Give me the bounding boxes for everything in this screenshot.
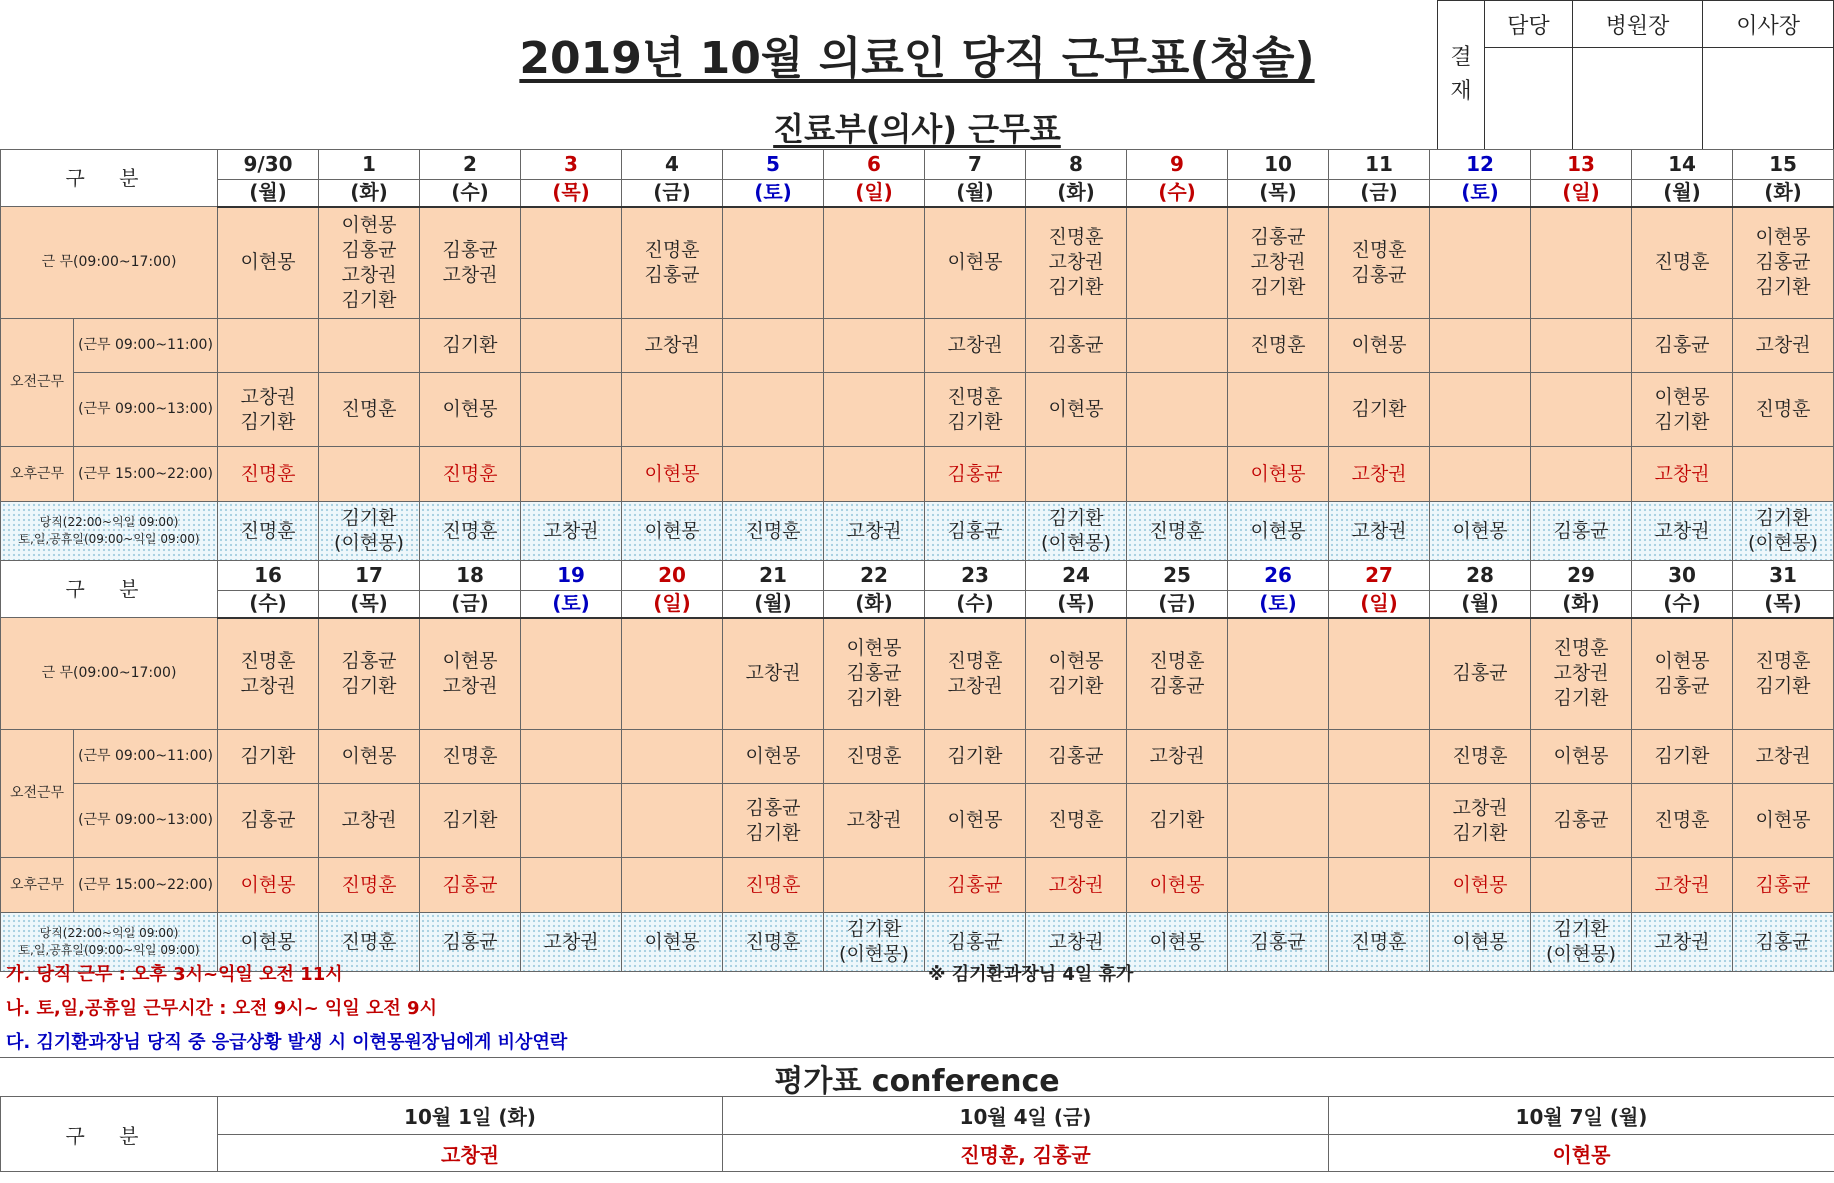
am2-cell[interactable] bbox=[1228, 373, 1329, 447]
work-cell[interactable] bbox=[723, 207, 824, 319]
duty-cell[interactable]: 김홍균 bbox=[1531, 502, 1632, 561]
row-label-am2: (근무 09:00~13:00) bbox=[74, 784, 218, 858]
am1-cell[interactable] bbox=[723, 319, 824, 373]
work-cell[interactable] bbox=[622, 618, 723, 730]
am1-cell[interactable]: 김기환 bbox=[1632, 730, 1733, 784]
duty-cell[interactable]: 고창권 bbox=[521, 913, 622, 972]
pm-cell[interactable] bbox=[622, 858, 723, 913]
am2-cell[interactable]: 김기환 bbox=[1127, 784, 1228, 858]
signature-box-chairman[interactable] bbox=[1703, 48, 1834, 150]
day-number: 6 bbox=[824, 150, 925, 180]
day-number: 19 bbox=[521, 561, 622, 591]
am1-cell[interactable]: 고창권 bbox=[1733, 319, 1834, 373]
row-label-duty: 당직(22:00~익일 09:00) 토,일,공휴일(09:00~익일 09:00) bbox=[1, 502, 218, 561]
row-label-work: 근 무(09:00~17:00) bbox=[1, 618, 218, 730]
day-number: 24 bbox=[1026, 561, 1127, 591]
duty-cell[interactable]: 고창권 bbox=[824, 502, 925, 561]
duty-cell[interactable]: 진명훈 bbox=[1329, 913, 1430, 972]
pm-cell[interactable] bbox=[723, 447, 824, 502]
am2-cell[interactable] bbox=[521, 784, 622, 858]
signature-box-charge[interactable] bbox=[1485, 48, 1573, 150]
am2-cell[interactable]: 이현몽 bbox=[1026, 373, 1127, 447]
am2-cell[interactable]: 진명훈 bbox=[319, 373, 420, 447]
pm-cell[interactable]: 김홍균 bbox=[1733, 858, 1834, 913]
am2-cell[interactable] bbox=[1127, 373, 1228, 447]
conference-title: 평가표 conference bbox=[774, 1064, 1060, 1099]
work-cell[interactable]: 고창권 bbox=[723, 618, 824, 730]
am1-cell[interactable] bbox=[824, 319, 925, 373]
pm-cell[interactable]: 고창권 bbox=[1026, 858, 1127, 913]
work-cell[interactable] bbox=[521, 618, 622, 730]
pm-cell[interactable]: 김홍균 bbox=[420, 858, 521, 913]
work-cell[interactable]: 진명훈 고창권 김기환 bbox=[1026, 207, 1127, 319]
am2-cell[interactable]: 진명훈 bbox=[1026, 784, 1127, 858]
duty-cell[interactable]: 김홍균 bbox=[1733, 913, 1834, 972]
weekday: (목) bbox=[1733, 591, 1834, 618]
work-cell[interactable] bbox=[1430, 207, 1531, 319]
duty-cell[interactable]: 김홍균 bbox=[925, 502, 1026, 561]
schedule-table bbox=[0, 149, 1834, 972]
am1-cell[interactable] bbox=[1228, 730, 1329, 784]
duty-cell[interactable]: 진명훈 bbox=[319, 913, 420, 972]
duty-cell[interactable]: 김기환 (이현몽) bbox=[1531, 913, 1632, 972]
am1-cell[interactable]: 김기환 bbox=[420, 319, 521, 373]
am1-cell[interactable]: 고창권 bbox=[1733, 730, 1834, 784]
duty-cell[interactable]: 진명훈 bbox=[723, 502, 824, 561]
pm-cell[interactable] bbox=[1026, 447, 1127, 502]
day-number: 4 bbox=[622, 150, 723, 180]
work-cell[interactable]: 진명훈 김기환 bbox=[1733, 618, 1834, 730]
signature-box-director[interactable] bbox=[1572, 48, 1703, 150]
work-cell[interactable] bbox=[1329, 618, 1430, 730]
pm-cell[interactable]: 이현몽 bbox=[1228, 447, 1329, 502]
pm-cell[interactable] bbox=[824, 447, 925, 502]
pm-cell[interactable]: 고창권 bbox=[1632, 858, 1733, 913]
pm-cell[interactable] bbox=[1531, 858, 1632, 913]
row-label-work: 근 무(09:00~17:00) bbox=[1, 207, 218, 319]
pm-cell[interactable]: 이현몽 bbox=[1430, 858, 1531, 913]
work-cell[interactable]: 김홍균 김기환 bbox=[319, 618, 420, 730]
pm-cell[interactable]: 고창권 bbox=[1632, 447, 1733, 502]
am2-cell[interactable]: 김홍균 bbox=[218, 784, 319, 858]
day-number: 26 bbox=[1228, 561, 1329, 591]
am2-cell[interactable] bbox=[1329, 784, 1430, 858]
approval-col-director: 병원장 bbox=[1572, 1, 1703, 48]
day-number: 14 bbox=[1632, 150, 1733, 180]
table-row bbox=[1, 447, 1834, 502]
day-number: 21 bbox=[723, 561, 824, 591]
pm-cell[interactable] bbox=[824, 858, 925, 913]
am2-cell[interactable]: 김기환 bbox=[1329, 373, 1430, 447]
weekday: (월) bbox=[1632, 180, 1733, 207]
duty-cell[interactable]: 이현몽 bbox=[218, 913, 319, 972]
weekday: (월) bbox=[1430, 591, 1531, 618]
duty-cell[interactable]: 김기환 (이현몽) bbox=[319, 502, 420, 561]
table-row bbox=[1, 180, 1834, 207]
am2-cell[interactable] bbox=[622, 373, 723, 447]
table-row bbox=[1, 618, 1834, 730]
am1-cell[interactable] bbox=[521, 730, 622, 784]
duty-cell[interactable]: 고창권 bbox=[1329, 502, 1430, 561]
am1-cell[interactable]: 진명훈 bbox=[1430, 730, 1531, 784]
row-group-pm: 오후근무 bbox=[1, 858, 74, 913]
day-number: 5 bbox=[723, 150, 824, 180]
weekday: (화) bbox=[1733, 180, 1834, 207]
work-cell[interactable]: 이현몽 김기환 bbox=[1026, 618, 1127, 730]
page-title: 2019년 10월 의료인 당직 근무표(청솔) bbox=[519, 33, 1315, 84]
row-group-pm: 오후근무 bbox=[1, 447, 74, 502]
row-group-am: 오전근무 bbox=[1, 730, 74, 858]
work-cell[interactable]: 이현몽 김홍균 김기환 bbox=[1733, 207, 1834, 319]
day-number: 12 bbox=[1430, 150, 1531, 180]
am2-cell[interactable]: 진명훈 김기환 bbox=[925, 373, 1026, 447]
table-row bbox=[1, 730, 1834, 784]
duty-cell[interactable]: 이현몽 bbox=[1228, 502, 1329, 561]
pm-cell[interactable]: 진명훈 bbox=[319, 858, 420, 913]
am2-cell[interactable]: 진명훈 bbox=[1733, 373, 1834, 447]
work-cell[interactable]: 진명훈 고창권 bbox=[925, 618, 1026, 730]
work-cell[interactable]: 진명훈 김홍균 bbox=[1329, 207, 1430, 319]
weekday: (일) bbox=[622, 591, 723, 618]
note-3: 다. 김기환과장님 당직 중 응급상황 발생 시 이현몽원장님에게 비상연락 bbox=[6, 1032, 568, 1053]
day-number: 15 bbox=[1733, 150, 1834, 180]
table-row bbox=[1, 207, 1834, 319]
pm-cell[interactable]: 김홍균 bbox=[925, 447, 1026, 502]
row-label-pm: (근무 15:00~22:00) bbox=[74, 858, 218, 913]
day-number: 1 bbox=[319, 150, 420, 180]
day-number: 23 bbox=[925, 561, 1026, 591]
am1-cell[interactable]: 김홍균 bbox=[1632, 319, 1733, 373]
weekday: (수) bbox=[1632, 591, 1733, 618]
pm-cell[interactable]: 고창권 bbox=[1329, 447, 1430, 502]
am1-cell[interactable] bbox=[1430, 319, 1531, 373]
duty-cell[interactable]: 이현몽 bbox=[1430, 502, 1531, 561]
weekday: (월) bbox=[723, 591, 824, 618]
work-cell[interactable]: 진명훈 김홍균 bbox=[1127, 618, 1228, 730]
table-row bbox=[1, 591, 1834, 618]
am1-cell[interactable] bbox=[218, 319, 319, 373]
conference-presenter: 진명훈, 김홍균 bbox=[723, 1135, 1329, 1172]
weekday: (토) bbox=[1430, 180, 1531, 207]
weekday: (토) bbox=[521, 591, 622, 618]
work-cell[interactable]: 이현몽 김홍균 김기환 bbox=[824, 618, 925, 730]
day-number: 17 bbox=[319, 561, 420, 591]
approval-box bbox=[1437, 0, 1834, 150]
duty-cell[interactable]: 김기환 (이현몽) bbox=[1733, 502, 1834, 561]
am2-cell[interactable]: 고창권 김기환 bbox=[218, 373, 319, 447]
pm-cell[interactable]: 진명훈 bbox=[218, 447, 319, 502]
am1-cell[interactable]: 고창권 bbox=[925, 319, 1026, 373]
am2-cell[interactable]: 이현몽 bbox=[1733, 784, 1834, 858]
conference-date: 10월 1일 (화) bbox=[218, 1097, 723, 1135]
duty-cell[interactable]: 고창권 bbox=[1632, 913, 1733, 972]
am1-cell[interactable]: 이현몽 bbox=[1531, 730, 1632, 784]
work-cell[interactable] bbox=[521, 207, 622, 319]
weekday: (화) bbox=[319, 180, 420, 207]
am1-cell[interactable]: 이현몽 bbox=[723, 730, 824, 784]
am1-cell[interactable]: 고창권 bbox=[622, 319, 723, 373]
duty-cell[interactable]: 이현몽 bbox=[1127, 913, 1228, 972]
duty-cell[interactable]: 진명훈 bbox=[723, 913, 824, 972]
am1-cell[interactable]: 김기환 bbox=[925, 730, 1026, 784]
row-label-pm: (근무 15:00~22:00) bbox=[74, 447, 218, 502]
day-number: 13 bbox=[1531, 150, 1632, 180]
weekday: (수) bbox=[1127, 180, 1228, 207]
weekday: (일) bbox=[1329, 591, 1430, 618]
day-number: 18 bbox=[420, 561, 521, 591]
approval-col-chairman: 이사장 bbox=[1703, 1, 1834, 48]
work-cell[interactable]: 이현몽 bbox=[925, 207, 1026, 319]
am1-cell[interactable]: 진명훈 bbox=[420, 730, 521, 784]
duty-cell[interactable]: 진명훈 bbox=[1127, 502, 1228, 561]
am1-cell[interactable]: 이현몽 bbox=[1329, 319, 1430, 373]
weekday: (토) bbox=[723, 180, 824, 207]
day-number: 27 bbox=[1329, 561, 1430, 591]
weekday: (금) bbox=[420, 591, 521, 618]
conference-presenter: 이현몽 bbox=[1329, 1135, 1834, 1172]
pm-cell[interactable] bbox=[521, 447, 622, 502]
day-number: 29 bbox=[1531, 561, 1632, 591]
am1-cell[interactable]: 진명훈 bbox=[824, 730, 925, 784]
am1-cell[interactable] bbox=[521, 319, 622, 373]
am1-cell[interactable]: 진명훈 bbox=[1228, 319, 1329, 373]
am2-cell[interactable]: 진명훈 bbox=[1632, 784, 1733, 858]
am2-cell[interactable]: 고창권 bbox=[824, 784, 925, 858]
day-number: 25 bbox=[1127, 561, 1228, 591]
weekday: (월) bbox=[218, 180, 319, 207]
table-row bbox=[1, 784, 1834, 858]
approval-col-charge: 담당 bbox=[1485, 1, 1573, 48]
day-number: 10 bbox=[1228, 150, 1329, 180]
am2-cell[interactable]: 김기환 bbox=[420, 784, 521, 858]
day-number: 28 bbox=[1430, 561, 1531, 591]
duty-cell[interactable]: 김홍균 bbox=[420, 913, 521, 972]
duty-cell[interactable]: 고창권 bbox=[1632, 502, 1733, 561]
am2-cell[interactable]: 이현몽 bbox=[420, 373, 521, 447]
am2-cell[interactable]: 고창권 김기환 bbox=[1430, 784, 1531, 858]
weekday: (화) bbox=[1531, 591, 1632, 618]
pm-cell[interactable]: 진명훈 bbox=[420, 447, 521, 502]
duty-cell[interactable]: 김기환 (이현몽) bbox=[1026, 502, 1127, 561]
row-label-duty: 당직(22:00~익일 09:00) 토,일,공휴일(09:00~익일 09:00) bbox=[1, 913, 218, 972]
work-cell[interactable]: 이현몽 김홍균 bbox=[1632, 618, 1733, 730]
pm-cell[interactable] bbox=[1531, 447, 1632, 502]
day-number: 30 bbox=[1632, 561, 1733, 591]
am2-cell[interactable]: 이현몽 김기환 bbox=[1632, 373, 1733, 447]
duty-cell[interactable]: 진명훈 bbox=[218, 502, 319, 561]
work-cell[interactable]: 진명훈 김홍균 bbox=[622, 207, 723, 319]
day-number: 9 bbox=[1127, 150, 1228, 180]
weekday: (토) bbox=[1228, 591, 1329, 618]
am1-cell[interactable] bbox=[622, 730, 723, 784]
weekday: (수) bbox=[218, 591, 319, 618]
weekday: (수) bbox=[420, 180, 521, 207]
pm-cell[interactable]: 이현몽 bbox=[218, 858, 319, 913]
work-cell[interactable]: 이현몽 bbox=[218, 207, 319, 319]
pm-cell[interactable] bbox=[1127, 447, 1228, 502]
day-number: 20 bbox=[622, 561, 723, 591]
am2-cell[interactable]: 김홍균 bbox=[1531, 784, 1632, 858]
day-number: 11 bbox=[1329, 150, 1430, 180]
am2-cell[interactable]: 김홍균 김기환 bbox=[723, 784, 824, 858]
approval-label: 결 재 bbox=[1438, 1, 1485, 150]
weekday: (월) bbox=[925, 180, 1026, 207]
am2-cell[interactable] bbox=[1430, 373, 1531, 447]
am1-cell[interactable] bbox=[1127, 319, 1228, 373]
duty-cell[interactable]: 김기환 (이현몽) bbox=[824, 913, 925, 972]
am2-cell[interactable] bbox=[824, 373, 925, 447]
pm-cell[interactable] bbox=[1733, 447, 1834, 502]
work-cell[interactable]: 진명훈 bbox=[1632, 207, 1733, 319]
work-cell[interactable] bbox=[1127, 207, 1228, 319]
work-cell[interactable] bbox=[1531, 207, 1632, 319]
am1-cell[interactable]: 김홍균 bbox=[1026, 319, 1127, 373]
weekday: (수) bbox=[925, 591, 1026, 618]
weekday: (목) bbox=[521, 180, 622, 207]
weekday: (금) bbox=[622, 180, 723, 207]
work-cell[interactable]: 김홍균 bbox=[1430, 618, 1531, 730]
gubun-header: 구 분 bbox=[1, 150, 218, 207]
work-cell[interactable] bbox=[824, 207, 925, 319]
pm-cell[interactable]: 김홍균 bbox=[925, 858, 1026, 913]
pm-cell[interactable]: 진명훈 bbox=[723, 858, 824, 913]
day-number: 2 bbox=[420, 150, 521, 180]
work-cell[interactable]: 김홍균 고창권 김기환 bbox=[1228, 207, 1329, 319]
duty-cell[interactable]: 고창권 bbox=[521, 502, 622, 561]
work-cell[interactable]: 김홍균 고창권 bbox=[420, 207, 521, 319]
row-label-am2: (근무 09:00~13:00) bbox=[74, 373, 218, 447]
day-number: 31 bbox=[1733, 561, 1834, 591]
day-number: 22 bbox=[824, 561, 925, 591]
conference-table bbox=[0, 1096, 1834, 1172]
duty-cell[interactable]: 이현몽 bbox=[622, 502, 723, 561]
weekday: (금) bbox=[1329, 180, 1430, 207]
am1-cell[interactable] bbox=[1531, 319, 1632, 373]
work-cell[interactable]: 이현몽 고창권 bbox=[420, 618, 521, 730]
weekday: (일) bbox=[824, 180, 925, 207]
day-number: 9/30 bbox=[218, 150, 319, 180]
row-label-am1: (근무 09:00~11:00) bbox=[74, 319, 218, 373]
duty-cell[interactable]: 김홍균 bbox=[1228, 913, 1329, 972]
pm-cell[interactable]: 이현몽 bbox=[622, 447, 723, 502]
table-row bbox=[1, 858, 1834, 913]
conference-date: 10월 4일 (금) bbox=[723, 1097, 1329, 1135]
pm-cell[interactable]: 이현몽 bbox=[1127, 858, 1228, 913]
weekday: (목) bbox=[319, 591, 420, 618]
duty-cell[interactable]: 김홍균 bbox=[925, 913, 1026, 972]
note-vacation: ※ 김기환과장님 4일 휴가 bbox=[928, 964, 1134, 985]
conference-date: 10월 7일 (월) bbox=[1329, 1097, 1834, 1135]
am2-cell[interactable] bbox=[622, 784, 723, 858]
day-number: 16 bbox=[218, 561, 319, 591]
day-number: 8 bbox=[1026, 150, 1127, 180]
am2-cell[interactable] bbox=[723, 373, 824, 447]
weekday: (금) bbox=[1127, 591, 1228, 618]
row-label-am1: (근무 09:00~11:00) bbox=[74, 730, 218, 784]
am1-cell[interactable] bbox=[1329, 730, 1430, 784]
conference-presenter: 고창권 bbox=[218, 1135, 723, 1172]
note-1: 가. 당직 근무 : 오후 3시~익일 오전 11시 bbox=[6, 964, 343, 985]
duty-cell[interactable]: 이현몽 bbox=[1430, 913, 1531, 972]
weekday: (일) bbox=[1531, 180, 1632, 207]
pm-cell[interactable] bbox=[319, 447, 420, 502]
duty-cell[interactable]: 이현몽 bbox=[622, 913, 723, 972]
note-2: 나. 토,일,공휴일 근무시간 : 오전 9시~ 익일 오전 9시 bbox=[6, 998, 437, 1019]
am1-cell[interactable]: 이현몽 bbox=[319, 730, 420, 784]
am2-cell[interactable]: 고창권 bbox=[319, 784, 420, 858]
am2-cell[interactable]: 이현몽 bbox=[925, 784, 1026, 858]
work-cell[interactable] bbox=[1228, 618, 1329, 730]
table-row bbox=[1, 561, 1834, 591]
table-row bbox=[1, 373, 1834, 447]
pm-cell[interactable] bbox=[1329, 858, 1430, 913]
work-cell[interactable]: 이현몽 김홍균 고창권 김기환 bbox=[319, 207, 420, 319]
gubun-header: 구 분 bbox=[1, 561, 218, 618]
table-row bbox=[1, 319, 1834, 373]
table-row bbox=[1, 502, 1834, 561]
am1-cell[interactable]: 김홍균 bbox=[1026, 730, 1127, 784]
weekday: (화) bbox=[1026, 180, 1127, 207]
pm-cell[interactable] bbox=[1430, 447, 1531, 502]
am2-cell[interactable] bbox=[1531, 373, 1632, 447]
am2-cell[interactable] bbox=[1228, 784, 1329, 858]
day-number: 7 bbox=[925, 150, 1026, 180]
duty-cell[interactable]: 고창권 bbox=[1026, 913, 1127, 972]
am1-cell[interactable] bbox=[319, 319, 420, 373]
pm-cell[interactable] bbox=[521, 858, 622, 913]
day-number: 3 bbox=[521, 150, 622, 180]
am2-cell[interactable] bbox=[521, 373, 622, 447]
am1-cell[interactable]: 고창권 bbox=[1127, 730, 1228, 784]
table-row bbox=[1, 150, 1834, 180]
conference-gubun: 구 분 bbox=[1, 1097, 218, 1172]
weekday: (목) bbox=[1228, 180, 1329, 207]
work-cell[interactable]: 진명훈 고창권 bbox=[218, 618, 319, 730]
work-cell[interactable]: 진명훈 고창권 김기환 bbox=[1531, 618, 1632, 730]
row-group-am: 오전근무 bbox=[1, 319, 74, 447]
weekday: (화) bbox=[824, 591, 925, 618]
pm-cell[interactable] bbox=[1228, 858, 1329, 913]
weekday: (목) bbox=[1026, 591, 1127, 618]
page-subtitle: 진료부(의사) 근무표 bbox=[773, 110, 1061, 148]
duty-cell[interactable]: 진명훈 bbox=[420, 502, 521, 561]
am1-cell[interactable]: 김기환 bbox=[218, 730, 319, 784]
